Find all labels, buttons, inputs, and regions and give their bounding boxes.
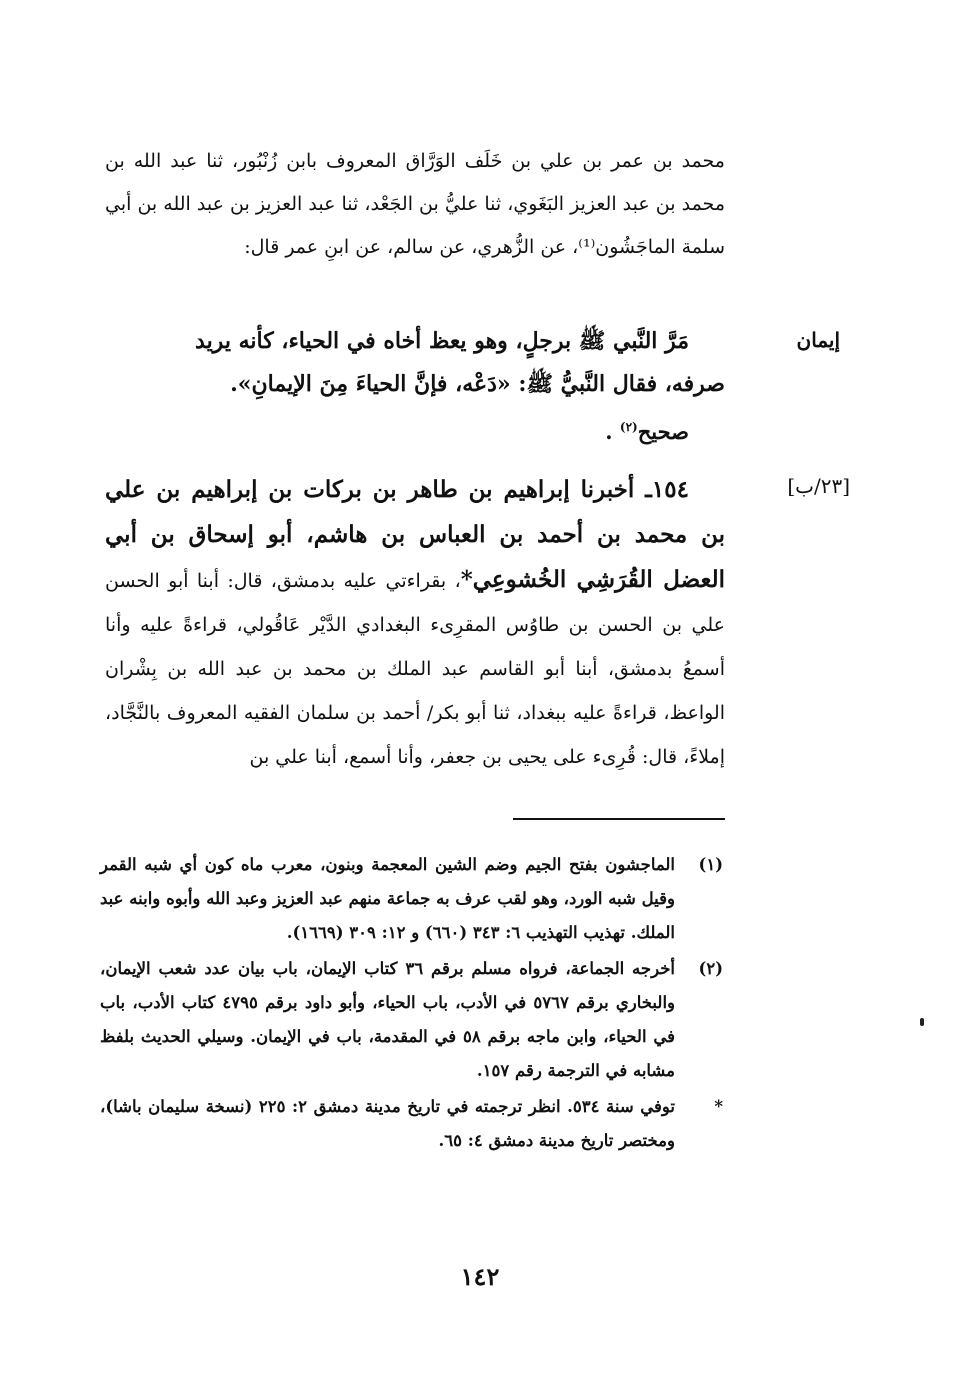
scan-speck [920,1018,924,1026]
footnote-marker: * [714,1097,723,1116]
entry-154-number: ١٥٤ـ [645,476,689,503]
entry-154-star: * [460,566,473,593]
footnotes [100,848,725,1160]
footnote-marker: (١) [698,855,723,874]
footnote-separator [513,818,725,820]
page-number: ١٤٢ [460,1262,500,1291]
footnote-text: الماجشون بفتح الجيم وضم الشين المعجمة وبنون، معرب ماه كون أي شبه القمر وقيل شبه الورد، وهو لقب عرف به جماعة منهم عبد العزيز وعبد الله وأبوه وابنه عبد الملك. تهذيب التهذيب ٦: ٣٤٣ (٦٦٠) و ١٢: ٣٠٩ (١٦٦٩). [100,855,675,942]
hadith-text [105,320,725,453]
footnote-2 [100,952,725,1088]
hadith-grade-word: صحيح [637,419,689,444]
entry-154-body: ، بقراءتي عليه بدمشق، قال: أبنا أبو الحسن علي بن الحسن بن طاوُس المقرِىء البغدادي الدَّيْر عَاقُولي، قراءةً عليه وأنا أسمعُ بدمشق، أبنا أبو القاسم عبد الملك بن محمد بن عبد الله بن بِشْران الواعظ، قراءةً عليه ببغداد، ثنا أبو بكر/ أحمد بن سلمان الفقيه المعروف بالنَّجَّاد، إملاءً، قال: قُرِىء على يحيى بن جعفر، وأنا أسمع، أبنا علي بن [105,570,725,768]
margin-topic-label: إيمان [796,328,840,352]
footnote-text: أخرجه الجماعة، فرواه مسلم برقم ٣٦ كتاب الإيمان، باب بيان عدد شعب الإيمان، والبخاري برقم ٥٧٦٧ في الأدب، باب الحياء، وأبو داود برقم ٤٧٩٥ كتاب الأدب، باب في الحياء، وابن ماجه برقم ٥٨ في المقدمة، باب في الإيمان. وسيلي الحديث بلفظ مشابه في الترجمة رقم ١٥٧. [100,959,675,1080]
footnote-1 [100,848,725,950]
entry-154-head-text: أخبرنا إبراهيم بن طاهر بن بركات بن إبراهيم بن علي بن محمد بن أحمد بن العباس بن هاشم، أبو إسحاق بن أبي العضل القُرَشِي الخُشوعِي [105,476,726,593]
intro-paragraph: محمد بن عمر بن علي بن خَلَف الوَرَّاق المعروف بابن زُنْبُور، ثنا عبد الله بن محمد بن عبد العزيز البَغَوي، ثنا عليُّ بن الجَعْد، ثنا عبد العزيز بن عبد الله بن أبي سلمة الماجَشُون⁽¹⁾، عن الزُّهري، عن سالم، عن ابنِ عمر قال: [105,150,725,258]
footnote-text: توفي سنة ٥٣٤. انظر ترجمته في تاريخ مدينة دمشق ٢: ٢٢٥ (نسخة سليمان باشا)، ومختصر تاريخ مدينة دمشق ٤: ٦٥. [100,1097,675,1150]
hadith-grade-footnote-ref: (٢) [619,420,638,434]
hadith-line-1: مَرَّ النَّبي ﷺ برجلٍ، وهو يعظ أخاه في الحياء، كأنه يريد [195,328,689,354]
footnote-marker: (٢) [698,959,723,978]
entry-154 [105,468,725,779]
footnote-star [100,1090,725,1158]
hadith-grade: صحيح$^{(٢)}$ . [605,419,689,444]
margin-folio-label: [٢٣/ب] [787,474,850,498]
hadith-line-2: صرفه، فقال النَّبيُّ ﷺ: «دَعْه، فإنَّ الحياءَ مِنَ الإيمانِ». [230,371,725,397]
